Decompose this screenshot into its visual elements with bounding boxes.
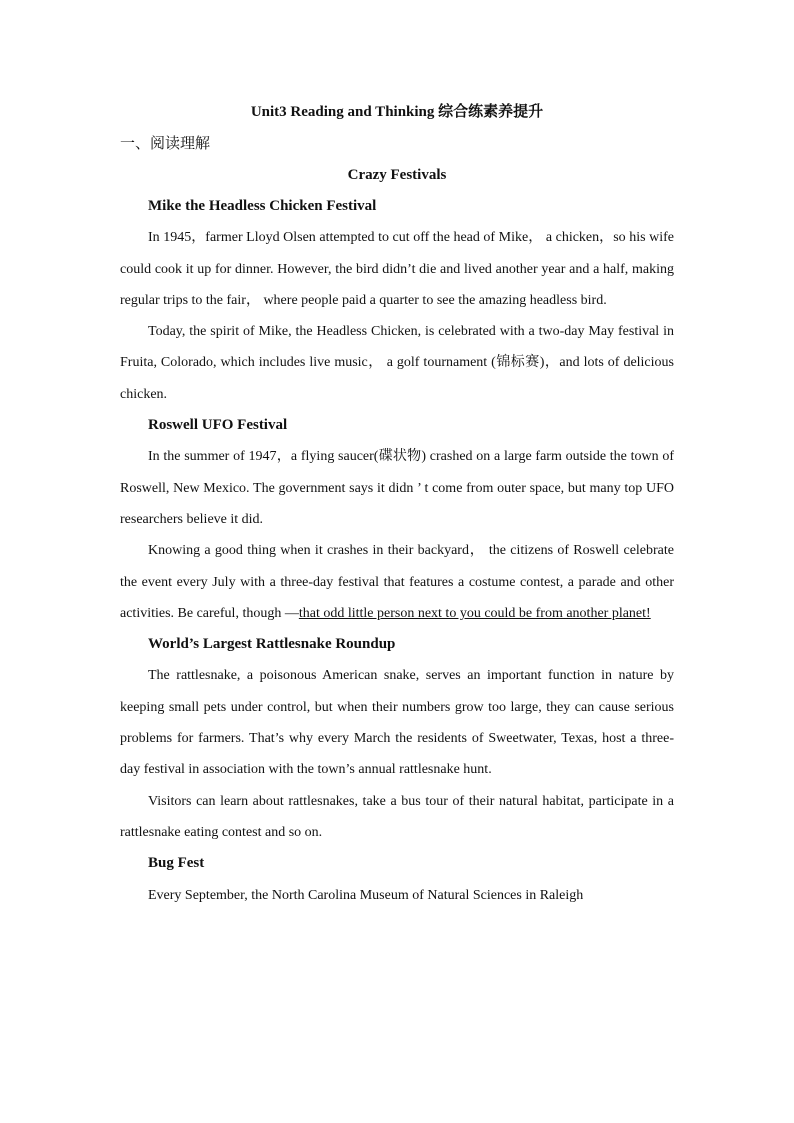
- paragraph-roswell-2-text: Knowing a good thing when it crashes in their backyard， the citizens of Roswell celebrate the event every July with a three-day festival that features a costume contest, a parade and other activities. Be careful, though —: [120, 543, 674, 621]
- paragraph-bug-1: Every September, the North Carolina Museum of Natural Sciences in Raleigh: [148, 887, 584, 903]
- paragraph-rattlesnake-1: The rattlesnake, a poisonous American snake, serves an important function in nature by keeping small pets under control, but when their numbers grow too large, they can cause serious problems for farmers. That’s why every March the residents of Sweetwater, Texas, host a three-day festival in association with the town’s annual rattlesnake hunt.: [120, 668, 674, 778]
- paragraph-roswell-1: In the summer of 1947，a flying saucer(碟状物) crashed on a large farm outside the town of Roswell, New Mexico. The government says it didn ’ t come from outer space, but many top UFO researchers believe it did.: [120, 449, 674, 527]
- paragraph-mike-2: Today, the spirit of Mike, the Headless Chicken, is celebrated with a two-day May festival in Fruita, Colorado, which includes live music， a golf tournament (锦标赛)，and lots of delicious chicken.: [120, 324, 674, 402]
- paragraph-roswell-2: [120, 535, 674, 629]
- document-title: Unit3 Reading and Thinking 综合练素养提升: [250, 104, 544, 120]
- underlined-sentence: that odd little person next to you could be from another planet!: [298, 605, 651, 621]
- subheading-roswell: Roswell UFO Festival: [148, 417, 288, 434]
- paragraph-rattlesnake-2: Visitors can learn about rattlesnakes, take a bus tour of their natural habitat, participate in a rattlesnake eating contest and so on.: [120, 793, 674, 840]
- article-title: Crazy Festivals: [347, 167, 447, 183]
- subheading-bug: Bug Fest: [148, 855, 205, 872]
- subheading-mike: Mike the Headless Chicken Festival: [148, 198, 377, 214]
- section-heading: 一、阅读理解: [120, 136, 211, 152]
- article-body: [120, 191, 674, 911]
- paragraph-mike-1: In 1945，farmer Lloyd Olsen attempted to cut off the head of Mike， a chicken，so his wife could cook it up for dinner. However, the bird didn’t die and lived another year and a half, making regular trips to the fair， where people paid a quarter to see the amazing headless bird.: [120, 230, 674, 308]
- subheading-rattlesnake: World’s Largest Rattlesnake Roundup: [148, 636, 396, 653]
